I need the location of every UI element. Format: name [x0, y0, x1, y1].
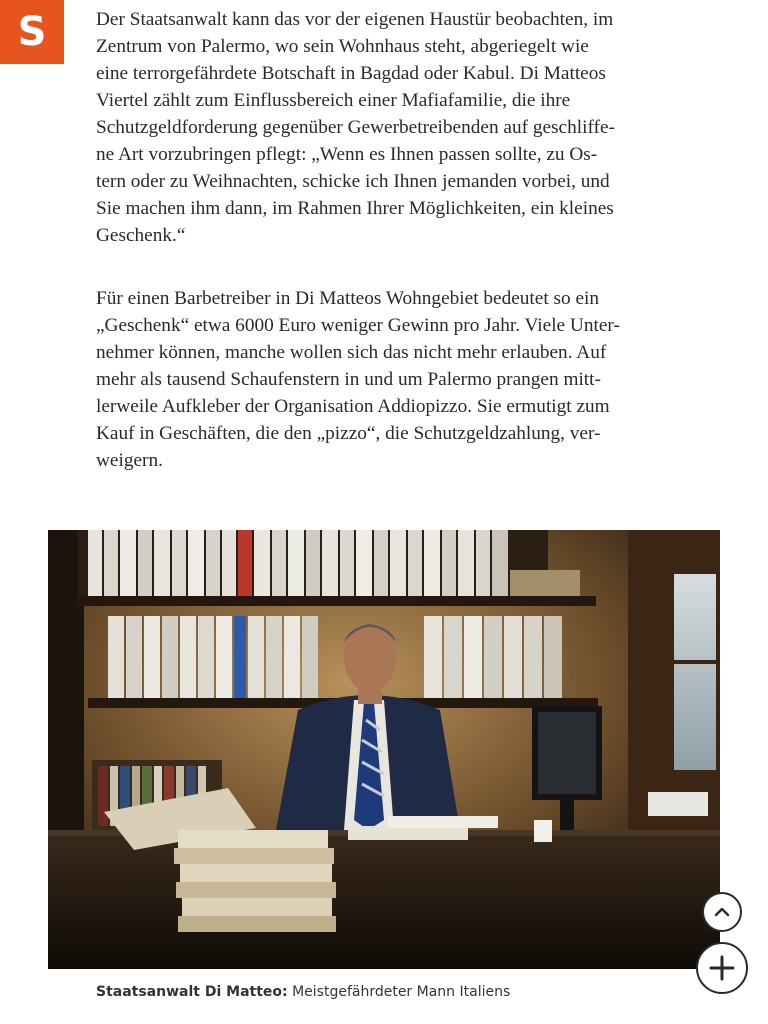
paragraph-line: Schutzgeldforderung gegenüber Gewerbetreibenden auf geschliffe-: [96, 117, 615, 138]
article-paragraph-2: [96, 285, 706, 474]
paragraph-line: Zentrum von Palermo, wo sein Wohnhaus steht, abgeriegelt wie: [96, 36, 589, 57]
photo-caption: [96, 984, 510, 1000]
paragraph-line: nehmer können, manche wollen sich das nicht mehr erlauben. Auf: [96, 342, 607, 363]
paragraph-line: ne Art vorzubringen pflegt: „Wenn es Ihnen passen sollte, zu Os-: [96, 144, 598, 165]
caption-subject: Staatsanwalt Di Matteo:: [96, 984, 288, 1000]
paragraph-line: „Geschenk“ etwa 6000 Euro weniger Gewinn pro Jahr. Viele Unter-: [96, 315, 620, 336]
paragraph-line: lerweile Aufkleber der Organisation Addiopizzo. Sie ermutigt zum: [96, 396, 610, 417]
site-logo[interactable]: [0, 0, 64, 64]
paragraph-line: Für einen Barbetreiber in Di Matteos Wohngebiet bedeutet so ein: [96, 288, 600, 309]
paragraph-line: Geschenk.“: [96, 225, 186, 246]
caption-text: Meistgefährdeter Mann Italiens: [287, 984, 511, 1000]
article-photo[interactable]: [48, 530, 720, 969]
paragraph-line: Kauf in Geschäften, die den „pizzo“, die Schutzgeldzahlung, ver-: [96, 423, 601, 444]
office-photo-illustration: [48, 530, 720, 969]
paragraph-line: eine terrorgefährdete Botschaft in Bagdad oder Kabul. Di Matteos: [96, 63, 606, 84]
chevron-up-icon: [712, 902, 732, 922]
paragraph-line: Viertel zählt zum Einflussbereich einer Mafiafamilie, die ihre: [96, 90, 571, 111]
shelf-top-binders: [78, 530, 580, 600]
logo-letter: S: [17, 9, 47, 55]
article-body: [96, 6, 706, 474]
plus-icon: [708, 954, 736, 982]
article-paragraph-1: [96, 6, 706, 249]
paragraph-line: Sie machen ihm dann, im Rahmen Ihrer Möglichkeiten, ein kleines: [96, 198, 614, 219]
paragraph-line: weigern.: [96, 450, 163, 471]
scroll-to-top-button[interactable]: [702, 892, 742, 932]
paragraph-line: tern oder zu Weihnachten, schicke ich Ihnen jemanden vorbei, und: [96, 171, 610, 192]
paragraph-line: mehr als tausend Schaufenstern in und um Palermo prangen mitt-: [96, 369, 601, 390]
expand-button[interactable]: [696, 942, 748, 994]
paragraph-line: Der Staatsanwalt kann das vor der eigenen Haustür beobachten, im: [96, 9, 614, 30]
